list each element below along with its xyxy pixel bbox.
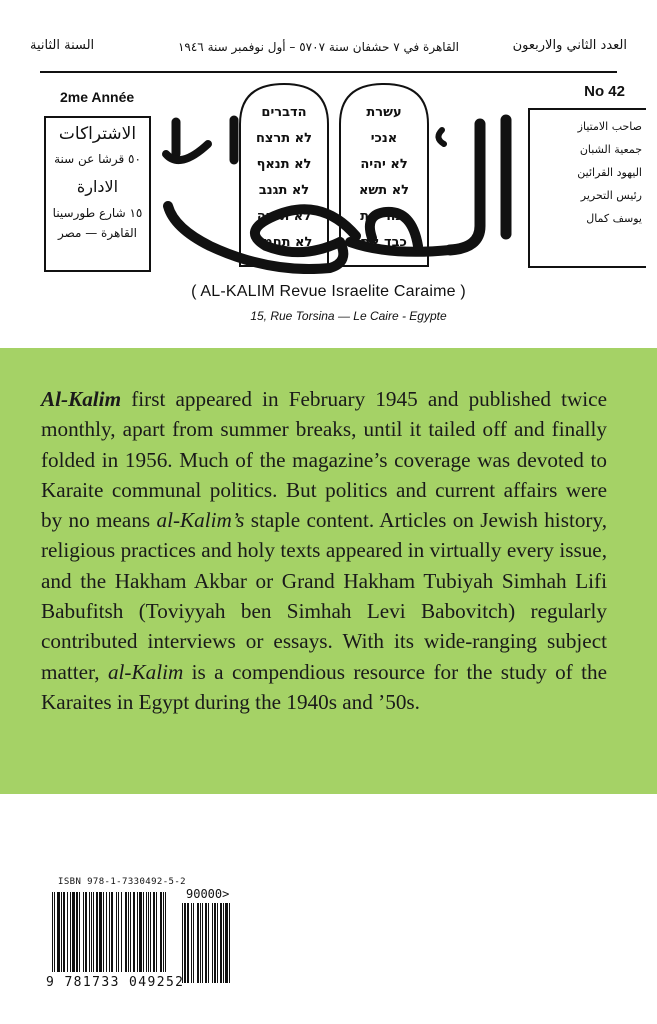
barcode-bar: [214, 903, 216, 983]
barcode-bar: [85, 892, 87, 972]
barcode-bar: [220, 903, 222, 983]
barcode-bar: [96, 892, 98, 972]
barcode-bar: [184, 903, 186, 983]
barcode-bar: [133, 892, 135, 972]
description-segment-2: first appeared in February 1945 and published twice monthly, apart from summer breaks, until it tailed off and finally folded in 1956. Much of the magazine’s coverage was devoted to Karaite communal politics. But politics and current affairs were by no means: [41, 387, 607, 533]
isbn-label: ISBN 978-1-7330492-5-2: [58, 877, 187, 887]
barcode-bar: [125, 892, 127, 972]
description-segment-6: is a compendious resource for the study of the Karaites in Egypt during the 1940s and ’50s.: [41, 659, 607, 714]
barcode-bar: [225, 903, 228, 983]
barcode-bar: [160, 892, 162, 972]
barcode-bar: [67, 892, 68, 972]
barcode-bar: [116, 892, 117, 972]
masthead-top-row: [30, 36, 627, 70]
staff-line-editor: رئيس التحرير: [580, 189, 642, 202]
barcode-bar: [76, 892, 78, 972]
tablet-left-line-6: לא תחמד: [255, 235, 313, 250]
barcode-bar: [118, 892, 119, 972]
tablet-right-line-1: עשרת: [366, 105, 402, 120]
barcode-bar: [52, 892, 53, 972]
barcode-bar: [197, 903, 199, 983]
year-french: 2me Année: [60, 89, 135, 105]
barcode-bar: [57, 892, 60, 972]
barcode-bar: [156, 892, 157, 972]
barcode-digits: 9 781733 049252: [46, 975, 185, 990]
barcode-bar: [70, 892, 71, 972]
barcode-bar: [103, 892, 104, 972]
barcode-bar: [83, 892, 84, 972]
masthead: [0, 0, 657, 348]
title-al-kalim-bold: Al-Kalim: [41, 387, 122, 411]
tablet-left-line-5: לא תענה: [256, 209, 312, 224]
date-line-arabic: القاهرة في ٧ حشفان سنة ٥٧٠٧ – أول نوفمبر سنة ١٩٤٦: [177, 40, 460, 54]
staff-line-owner: صاحب الامتياز: [577, 120, 642, 133]
barcode-bar: [54, 892, 55, 972]
barcode-bar: [121, 892, 122, 972]
barcode-bar: [163, 892, 164, 972]
subscriptions-price: ٥٠ قرشا عن سنة: [54, 152, 141, 167]
title-al-kalim-italic: al-Kalim: [107, 659, 184, 684]
administration-heading: الادارة: [76, 176, 119, 196]
staff-line-association: جمعية الشبان: [579, 143, 642, 156]
tablet-left-line-1: הדברים: [261, 105, 307, 120]
tablet-right-line-2: אנכי: [370, 131, 398, 146]
barcode-bar: [200, 903, 201, 983]
tablet-right-line-5: זכור את: [360, 209, 408, 224]
price-barcode: [182, 903, 244, 989]
barcode-bar: [79, 892, 80, 972]
tablet-left-line-4: לא תגנב: [258, 183, 310, 198]
barcode-bar: [89, 892, 90, 972]
barcode-bar: [212, 903, 213, 983]
barcode-bar: [193, 903, 194, 983]
barcode-bar: [191, 903, 192, 983]
barcode-bar: [153, 892, 155, 972]
barcode-bar: [148, 892, 149, 972]
barcode-bar: [63, 892, 65, 972]
barcode-bar: [91, 892, 92, 972]
barcode-bar: [205, 903, 207, 983]
description-segment-4: staple content. Articles on Jewish history, religious practices and holy texts appeared in virtually every issue, and the Hakham Akbar or Grand Hakham Tubiyah Simhah Lifi Babufitsh (Toviyyah ben Simhah Levi Babovitch) regularly contributed interviews or essays. With its wide-ranging subject matter,: [41, 508, 607, 684]
tablet-right-line-3: לא יהיה: [360, 157, 408, 172]
staff-box: [528, 108, 646, 268]
barcode-bar: [61, 892, 62, 972]
tablet-right-line-4: לא תשא: [358, 183, 410, 198]
barcode-bar: [182, 903, 183, 983]
title-al-kalims-italic: al-Kalim’s: [156, 508, 245, 533]
subscriptions-heading: الاشتراكات: [58, 124, 137, 144]
staff-line-editor-name: يوسف كمال: [586, 212, 642, 225]
barcode-bar: [109, 892, 110, 972]
barcode-bar: [202, 903, 203, 983]
tablet-left-line-2: לא תרצח: [256, 131, 312, 146]
barcode-bar: [93, 892, 94, 972]
barcode-bar: [217, 903, 218, 983]
barcode-bar: [128, 892, 129, 972]
barcode-bar: [72, 892, 75, 972]
issue-number-french: No 42: [584, 83, 625, 100]
staff-line-karaites: اليهود القرائين: [577, 166, 642, 179]
issue-number-arabic: العدد الثاني والاربعون: [512, 38, 627, 53]
barcode-bar: [187, 903, 189, 983]
barcode-bar: [165, 892, 166, 972]
description-text: [41, 384, 607, 717]
masthead-rule: [40, 71, 617, 73]
barcode-bar: [150, 892, 151, 972]
barcode-bar: [137, 892, 138, 972]
masthead-address: 15, Rue Torsina — Le Caire - Egypte: [250, 309, 447, 323]
barcode-bar: [130, 892, 131, 972]
barcode-bar: [229, 903, 230, 983]
al-kalim-calligraphy-logo: [150, 114, 530, 274]
administration-city: القاهرة — مصر: [57, 226, 138, 241]
tablet-left-line-3: לא תנאף: [256, 157, 312, 172]
administration-street: ١٥ شارع طورسينا: [52, 205, 143, 220]
tablet-right-line-6: כבד את: [361, 235, 407, 250]
barcode-bar: [208, 903, 209, 983]
isbn-barcode: [52, 892, 176, 978]
barcode-bar: [106, 892, 107, 972]
barcode-bar: [223, 903, 224, 983]
barcode-bar: [99, 892, 102, 972]
price-code: 90000>: [186, 887, 230, 901]
barcode-bar: [111, 892, 113, 972]
barcode-bar: [146, 892, 147, 972]
year-arabic: السنة الثانية: [30, 38, 95, 53]
masthead-subtitle: ( AL-KALIM Revue Israelite Caraime ): [191, 283, 466, 300]
subscriptions-box: [44, 116, 151, 272]
barcode-bar: [139, 892, 142, 972]
barcode-bar: [143, 892, 144, 972]
